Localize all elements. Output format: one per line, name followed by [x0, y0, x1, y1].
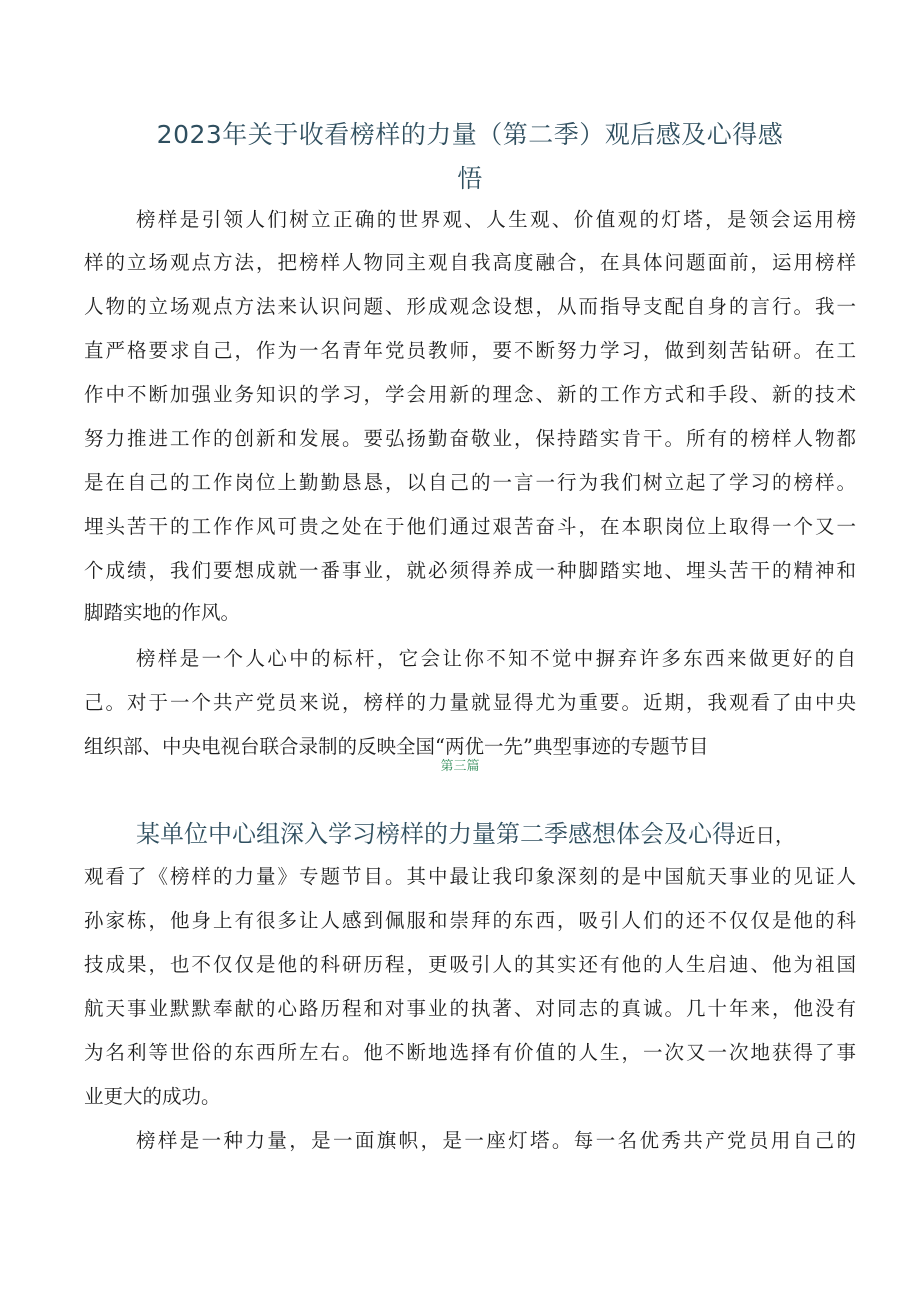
- paragraph-line: 观看了《榜样的力量》专题节目。其中最让我印象深刻的是中国航天事业的见证人: [84, 865, 856, 888]
- paragraph-line: 样的立场观点方法，把榜样人物同主观自我高度融合，在具体问题面前，运用榜样: [84, 251, 856, 274]
- section-heading-row: [136, 812, 858, 856]
- paragraph-line: 己。对于一个共产党员来说，榜样的力量就显得尤为重要。近期，我观看了由中央: [84, 691, 856, 714]
- paragraph-line: 榜样是引领人们树立正确的世界观、人生观、价值观的灯塔，是领会运用榜: [136, 208, 856, 231]
- paragraph-line: 榜样是一种力量，是一面旗帜，是一座灯塔。每一名优秀共产党员用自己的: [136, 1129, 856, 1152]
- paragraph-line: 榜样是一个人心中的标杆，它会让你不知不觉中摒弃许多东西来做更好的自: [136, 647, 856, 670]
- paragraph-line: 埋头苦干的工作作风可贵之处在于他们通过艰苦奋斗，在本职岗位上取得一个又一: [84, 515, 856, 538]
- document-title-line1: 2023年关于收看榜样的力量（第二季）观后感及心得感: [156, 120, 784, 149]
- paragraph-line: 个成绩，我们要想成就一番事业，就必须得养成一种脚踏实地、埋头苦干的精神和: [84, 559, 856, 582]
- section-heading: 某单位中心组深入学习榜样的力量第二季感想体会及心得: [136, 820, 736, 848]
- paragraph-line: 人物的立场观点方法来认识问题、形成观念设想，从而指导支配自身的言行。我一: [84, 295, 856, 318]
- section-tag: 第三篇: [440, 759, 480, 774]
- paragraph-line: 努力推进工作的创新和发展。要弘扬勤奋敬业，保持踏实肯干。所有的榜样人物都: [84, 427, 856, 450]
- paragraph-line: 为名利等世俗的东西所左右。他不断地选择有价值的人生，一次又一次地获得了事: [84, 1041, 856, 1064]
- paragraph-line: 组织部、中央电视台联合录制的反映全国“两优一先”典型事迹的专题节目: [84, 735, 709, 758]
- section-heading-tail: 近日，: [736, 824, 795, 847]
- paragraph-line: 直严格要求自己，作为一名青年党员教师，要不断努力学习，做到刻苦钻研。在工: [84, 339, 856, 362]
- paragraph-line: 是在自己的工作岗位上勤勤恳恳，以自己的一言一行为我们树立起了学习的榜样。: [84, 471, 856, 494]
- paragraph-line: 业更大的成功。: [84, 1085, 221, 1108]
- paragraph-line: 技成果，也不仅仅是他的科研历程，更吸引人的其实还有他的人生启迪、他为祖国: [84, 953, 856, 976]
- paragraph-line: 作中不断加强业务知识的学习，学会用新的理念、新的工作方式和手段、新的技术: [84, 383, 856, 406]
- paragraph-line: 航天事业默默奉献的心路历程和对事业的执著、对同志的真诚。几十年来，他没有: [84, 997, 856, 1020]
- document-title-line2: 悟: [457, 164, 483, 193]
- paragraph-line: 脚踏实地的作风。: [84, 601, 241, 624]
- paragraph-line: 孙家栋，他身上有很多让人感到佩服和崇拜的东西，吸引人们的还不仅仅是他的科: [84, 909, 856, 932]
